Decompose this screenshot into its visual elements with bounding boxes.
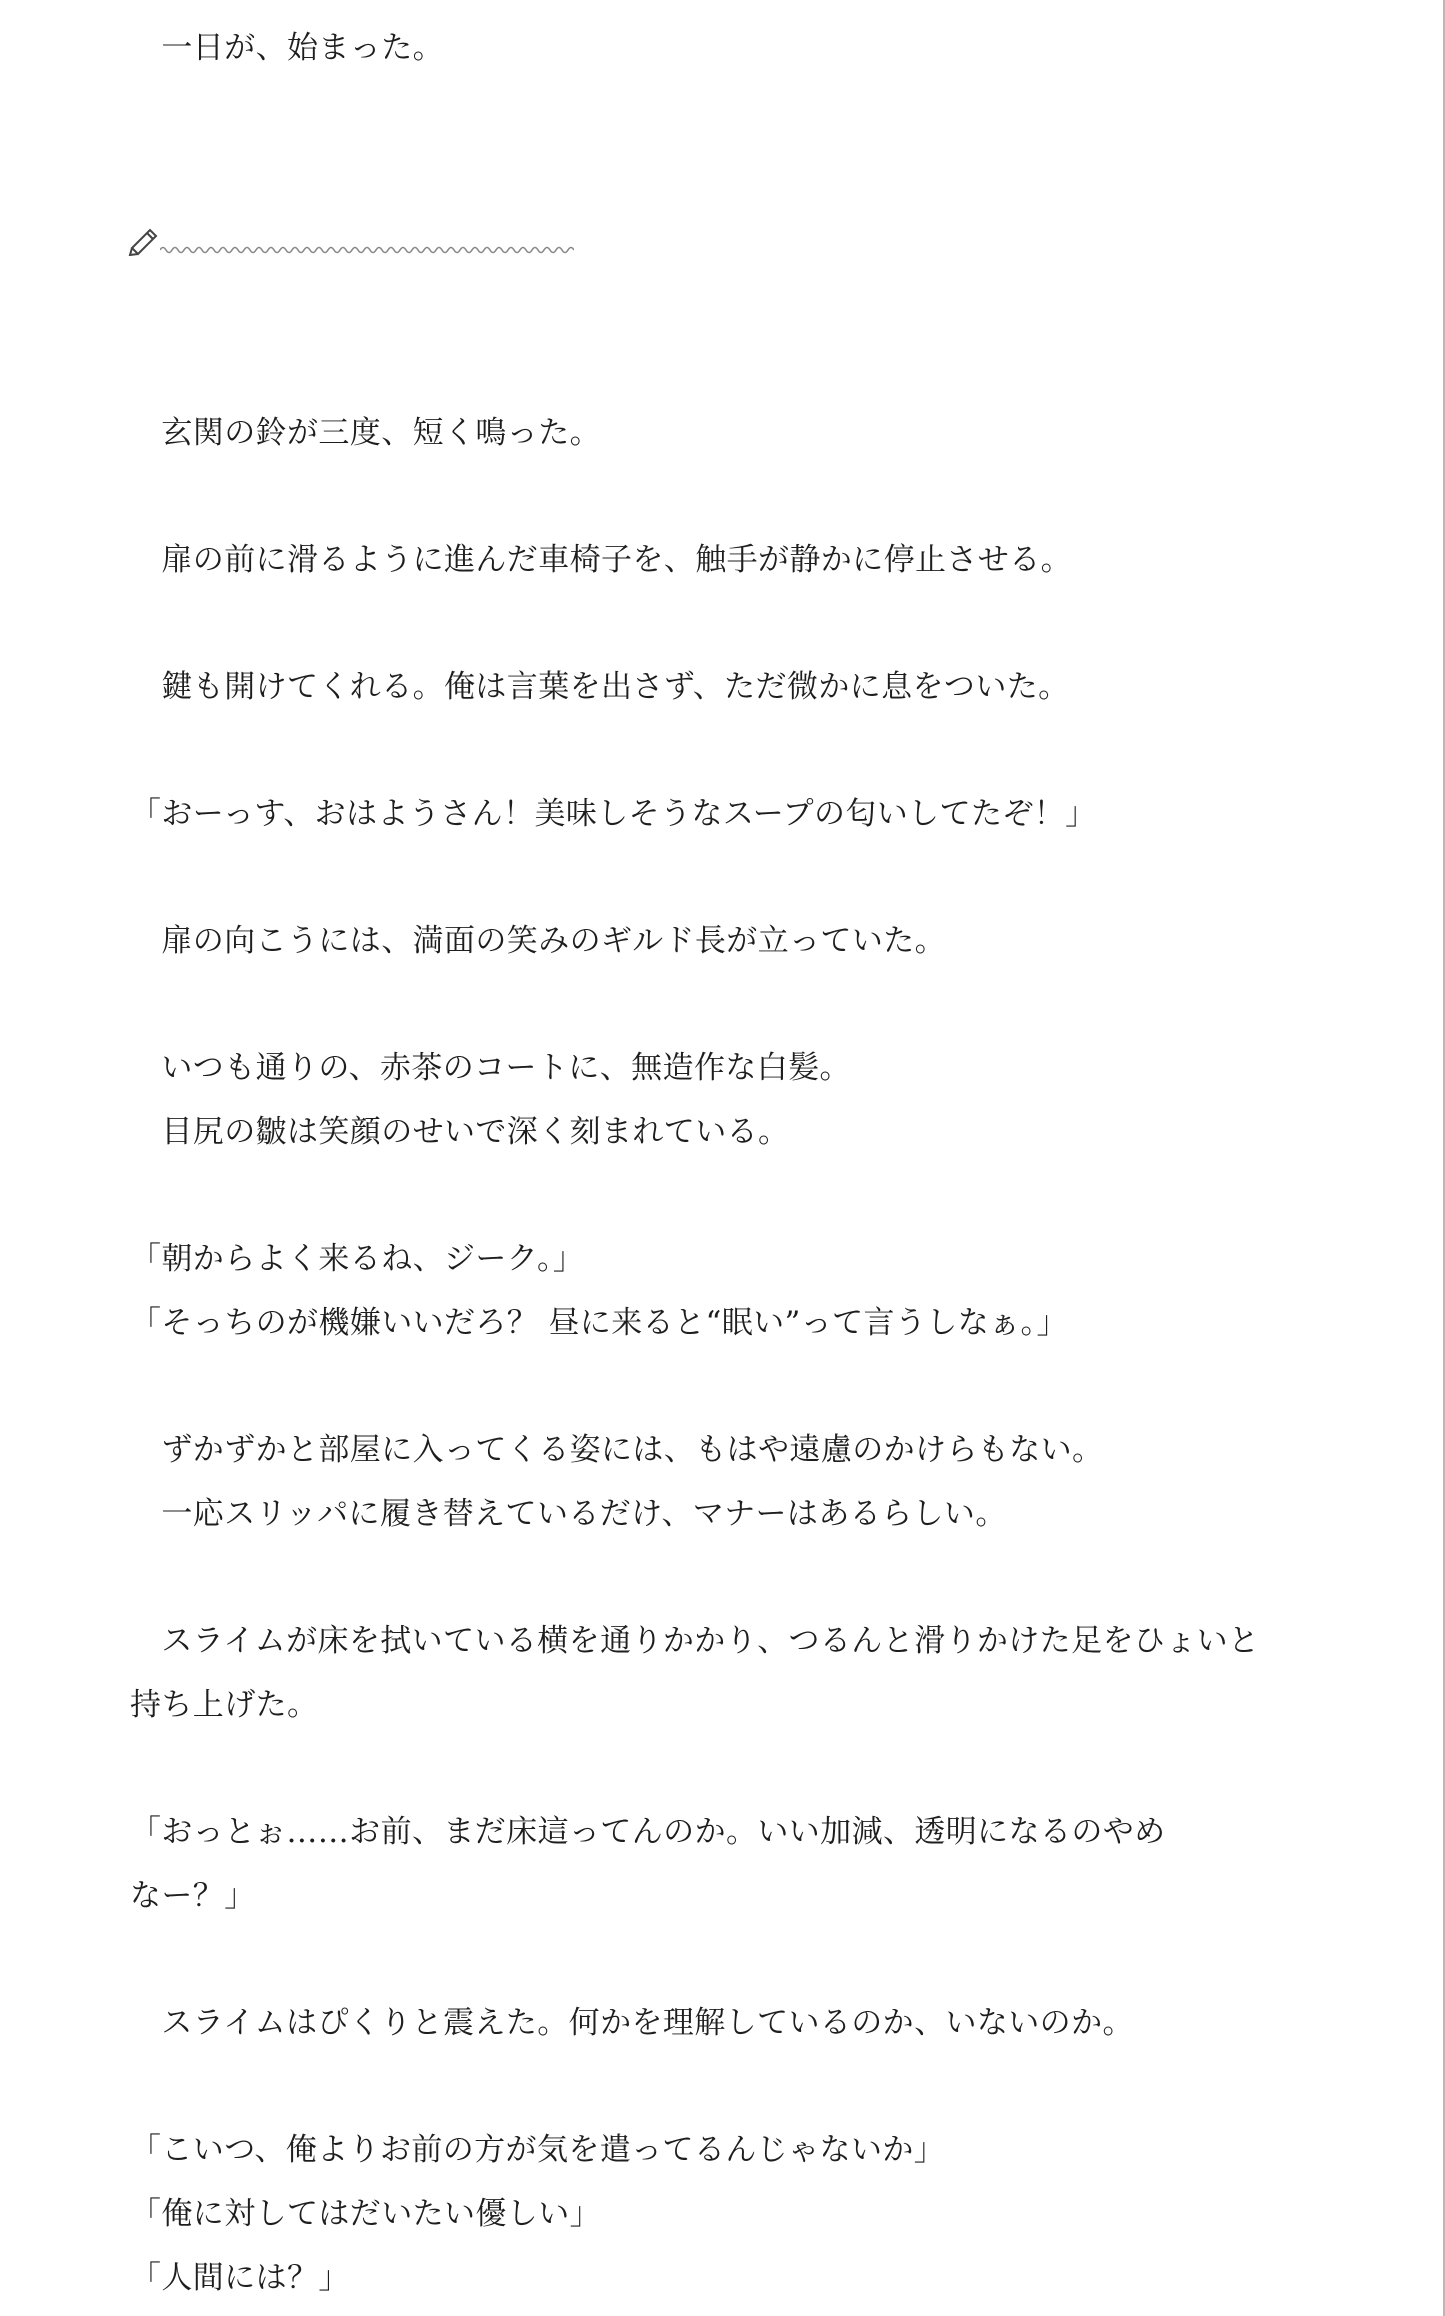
paragraph: スライムが床を拭いている横を通りかかり、つるんと滑りかけた足をひょいと	[130, 1623, 1260, 1659]
dialogue-line: 「こいつ、俺よりお前の方が気を遣ってるんじゃないか」	[130, 2132, 946, 2168]
paragraph: 持ち上げた。	[130, 1687, 319, 1723]
paragraph: 玄関の鈴が三度、短く鳴った。	[130, 415, 601, 451]
dialogue-line: 「そっちのが機嫌いいだろ？ 昼に来ると“眠い”って言うしなぁ。」	[130, 1305, 1068, 1341]
paragraph: 一応スリッパに履き替えているだけ、マナーはあるらしい。	[130, 1496, 1007, 1532]
paragraph: いつも通りの、赤茶のコートに、無造作な白髪。	[130, 1050, 851, 1086]
paragraph: 鍵も開けてくれる。俺は言葉を出さず、ただ微かに息をついた。	[130, 669, 1070, 705]
pencil-icon	[128, 222, 162, 256]
paragraph: 扉の前に滑るように進んだ車椅子を、触手が静かに停止させる。	[130, 542, 1072, 578]
paragraph: 目尻の皺は笑顔のせいで深く刻まれている。	[130, 1114, 790, 1150]
dialogue-line: 「朝からよく来るね、ジーク。」	[130, 1241, 585, 1277]
dialogue-line: 「俺に対してはだいたい優しい」	[130, 2196, 601, 2232]
dialogue-line: 「おーっす、おはようさん！美味しそうなスープの匂いしてたぞ！」	[130, 796, 1097, 832]
paragraph: 扉の向こうには、満面の笑みのギルド長が立っていた。	[130, 923, 947, 959]
dialogue-line: なー？」	[130, 1878, 256, 1914]
dialogue-line: 「人間には？」	[130, 2260, 350, 2296]
paragraph: 一日が、始まった。	[130, 30, 444, 66]
paragraph: スライムはぴくりと震えた。何かを理解しているのか、いないのか。	[130, 2005, 1134, 2041]
section-divider	[160, 243, 574, 257]
dialogue-line: 「おっとぉ……お前、まだ床這ってんのか。いい加減、透明になるのやめ	[130, 1814, 1166, 1850]
paragraph: ずかずかと部屋に入ってくる姿には、もはや遠慮のかけらもない。	[130, 1432, 1104, 1468]
